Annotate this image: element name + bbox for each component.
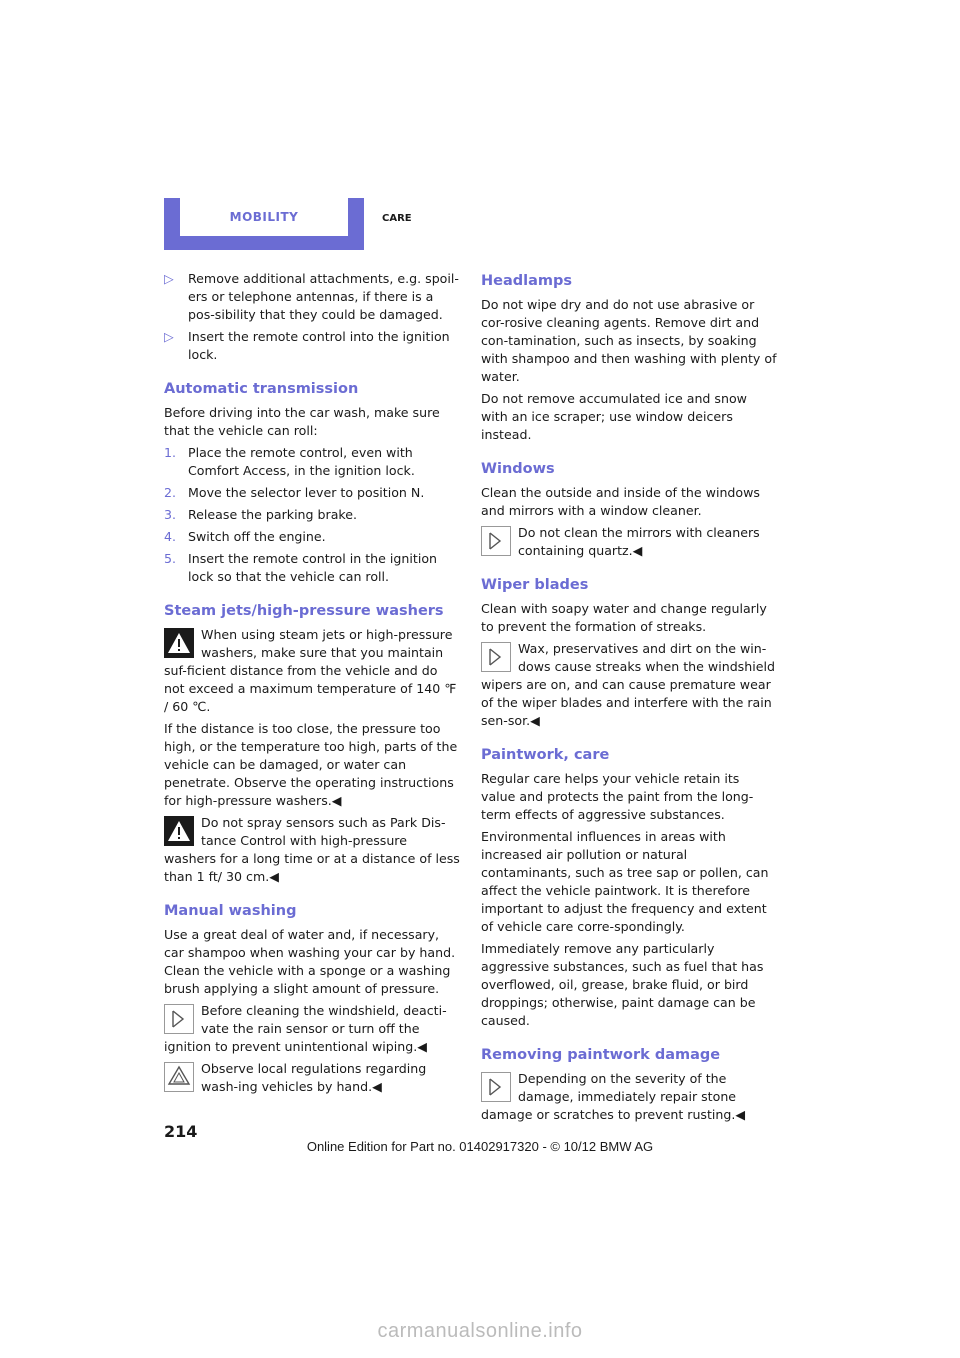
paragraph: Regular care helps your vehicle retain its value and protects the paint from the long-term effects of aggressive substances. xyxy=(481,771,754,822)
paragraph: Immediately remove any particularly aggressive substances, such as fuel that has overflowed, oil, grease, brake fluid, or bird droppings; otherwise, paint damage can be caused. xyxy=(481,941,764,1028)
note-icon xyxy=(481,642,511,672)
warning-text: Do not spray sensors such as Park Dis-tance Control with high-pressure washers for a long time or at a distance of less than 1 ft/ 30 cm.◀ xyxy=(164,815,460,884)
info-note xyxy=(164,1002,460,1056)
step-text: Place the remote control, even with Comfort Access, in the ignition lock. xyxy=(188,445,415,478)
step-item xyxy=(164,484,460,502)
step-item xyxy=(164,444,460,480)
environment-note xyxy=(164,1060,460,1096)
paragraph: Before driving into the car wash, make sure that the vehicle can roll: xyxy=(164,405,440,438)
chapter-tab xyxy=(164,198,364,250)
note-text: Before cleaning the windshield, deacti-vate the rain sensor or turn off the ignition to prevent unintentional wiping.◀ xyxy=(164,1003,447,1054)
step-number: 1. xyxy=(164,445,177,460)
left-column xyxy=(164,270,460,1100)
note-text: Observe local regulations regarding wash-ing vehicles by hand.◀ xyxy=(201,1061,427,1094)
chapter-tab-inner xyxy=(180,198,348,236)
note-icon xyxy=(164,1004,194,1034)
step-number: 4. xyxy=(164,529,177,544)
list-item-text: Insert the remote control into the ignition lock. xyxy=(188,329,450,362)
note-text: Depending on the severity of the damage, immediately repair stone damage or scratches to prevent rusting.◀ xyxy=(481,1071,746,1122)
step-text: Switch off the engine. xyxy=(188,529,326,544)
paragraph: Do not wipe dry and do not use abrasive or cor-rosive cleaning agents. Remove dirt and con-tamination, such as insects, by soaking with shampoo and then washing with plenty of water. xyxy=(481,297,777,384)
step-number: 3. xyxy=(164,507,177,522)
step-text: Move the selector lever to position N. xyxy=(188,485,425,500)
warning-note xyxy=(164,814,460,886)
info-note xyxy=(481,524,777,560)
heading-windows: Windows xyxy=(481,461,555,477)
paragraph: Environmental influences in areas with increased air pollution or natural contaminants, such as tree sap or pollen, can affect the vehicle paintwork. It is therefore important to adjust the frequency and extent of vehicle care corre-spondingly. xyxy=(481,829,769,934)
watermark: carmanualsonline.info xyxy=(377,1320,583,1342)
heading-removing-paintwork-damage: Removing paintwork damage xyxy=(481,1047,721,1063)
warning-icon xyxy=(164,628,194,658)
section-title: CARE xyxy=(382,213,412,224)
bullet-marker: ▷ xyxy=(164,329,174,344)
paragraph: Clean with soapy water and change regularly to prevent the formation of streaks. xyxy=(481,601,767,634)
step-text: Release the parking brake. xyxy=(188,507,358,522)
edition-line: Online Edition for Part no. 01402917320 - © 10/12 BMW AG xyxy=(306,1139,654,1154)
heading-steam-jets: Steam jets/high-pressure washers xyxy=(164,603,444,619)
page-number: 214 xyxy=(164,1122,198,1141)
step-number: 5. xyxy=(164,551,177,566)
step-text: Insert the remote control in the ignition lock so that the vehicle can roll. xyxy=(188,551,438,584)
info-note xyxy=(481,640,777,730)
warning-icon xyxy=(164,816,194,846)
list-item xyxy=(164,270,460,324)
list-item-text: Remove additional attachments, e.g. spoil-ers or telephone antennas, if there is a pos-sibility that they could be damaged. xyxy=(188,271,459,322)
info-note xyxy=(481,1070,777,1124)
chapter-tab-label: MOBILITY xyxy=(229,210,299,224)
heading-automatic-transmission: Automatic transmission xyxy=(164,381,359,397)
paragraph: Use a great deal of water and, if necessary, car shampoo when washing your car by hand. Clean the vehicle with a sponge or a washing brush applying a slight amount of pressure. xyxy=(164,927,456,996)
step-item xyxy=(164,550,460,586)
paragraph: If the distance is too close, the pressure too high, or the temperature too high, parts of the vehicle can be damaged, or water can penetrate. Observe the operating instructions for high-pressure washers.◀ xyxy=(164,721,458,808)
warning-text: When using steam jets or high-pressure washers, make sure that you maintain suf-ficient distance from the vehicle and do not exceed a maximum temperature of 140 ℉ / 60 ℃. xyxy=(164,627,457,714)
note-icon xyxy=(481,1072,511,1102)
paragraph: Do not remove accumulated ice and snow with an ice scraper; use window deicers instead. xyxy=(481,391,747,442)
heading-manual-washing: Manual washing xyxy=(164,903,297,919)
step-item xyxy=(164,506,460,524)
note-text: Wax, preservatives and dirt on the win-dows cause streaks when the windshield wipers are on, and can cause premature wear of the wiper blades and interfere with the rain sen-sor.◀ xyxy=(481,641,775,728)
heading-headlamps: Headlamps xyxy=(481,273,573,289)
warning-note xyxy=(164,626,460,716)
list-item xyxy=(164,328,460,364)
bullet-marker: ▷ xyxy=(164,271,174,286)
step-item xyxy=(164,528,460,546)
recycle-icon xyxy=(164,1062,194,1092)
right-column xyxy=(481,270,777,1128)
step-number: 2. xyxy=(164,485,177,500)
paragraph: Clean the outside and inside of the windows and mirrors with a window cleaner. xyxy=(481,485,760,518)
heading-paintwork-care: Paintwork, care xyxy=(481,747,610,763)
note-text: Do not clean the mirrors with cleaners containing quartz.◀ xyxy=(518,525,760,558)
heading-wiper-blades: Wiper blades xyxy=(481,577,589,593)
note-icon xyxy=(481,526,511,556)
